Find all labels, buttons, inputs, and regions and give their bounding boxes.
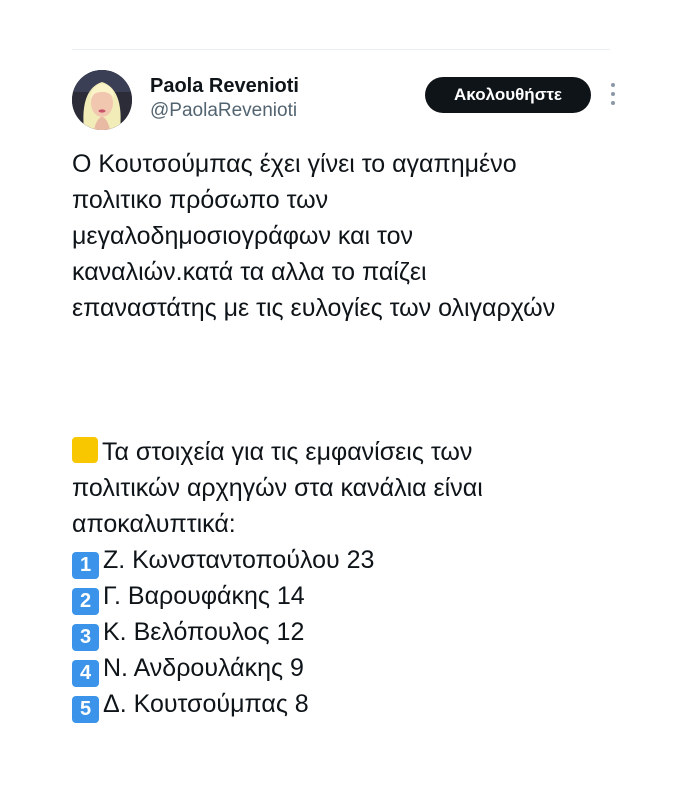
display-name[interactable]: Paola Revenioti — [150, 75, 299, 97]
list-item — [72, 650, 632, 686]
list-item-text: Γ. Βαρουφάκης 14 — [103, 582, 305, 610]
list-item-text: Δ. Κουτσούμπας 8 — [103, 690, 309, 718]
author-block — [150, 74, 299, 123]
user-handle[interactable]: @PaolaRevenioti — [150, 100, 298, 121]
more-vertical-icon[interactable] — [606, 83, 620, 109]
tweet-text — [72, 146, 632, 722]
keycap-5-icon: 5 — [72, 696, 99, 723]
list-item — [72, 686, 632, 722]
yellow-square-icon — [72, 437, 98, 463]
list-item — [72, 542, 632, 578]
top-divider — [72, 49, 610, 50]
list-item — [72, 614, 632, 650]
avatar-photo-icon — [72, 70, 132, 130]
list-item-text: Κ. Βελόπουλος 12 — [103, 618, 305, 646]
ranking-list — [72, 542, 632, 722]
avatar[interactable] — [72, 70, 132, 130]
keycap-2-icon: 2 — [72, 588, 99, 615]
tweet-paragraph-2 — [72, 434, 552, 542]
list-item — [72, 578, 632, 614]
keycap-3-icon: 3 — [72, 624, 99, 651]
tweet-paragraph-2-text: Τα στοιχεία για τις εμφανίσεις των πολιτικών αρχηγών στα κανάλια είναι αποκαλυπτικά: — [72, 438, 483, 538]
list-item-text: Ν. Ανδρουλάκης 9 — [103, 654, 304, 682]
follow-button[interactable]: Ακολουθήστε — [425, 77, 591, 113]
keycap-1-icon: 1 — [72, 552, 99, 579]
paragraph-spacer — [72, 326, 632, 434]
tweet-paragraph: Ο Κουτσούμπας έχει γίνει το αγαπημένο πολιτικο πρόσωπο των μεγαλοδημοσιογράφων και τον καναλιών.κατά τα αλλα το παίζει επαναστάτης με τις ευλογίες των ολιγαρχών — [72, 150, 556, 322]
tweet-header — [72, 70, 632, 132]
list-item-text: Ζ. Κωνσταντοπούλου 23 — [103, 546, 375, 574]
keycap-4-icon: 4 — [72, 660, 99, 687]
